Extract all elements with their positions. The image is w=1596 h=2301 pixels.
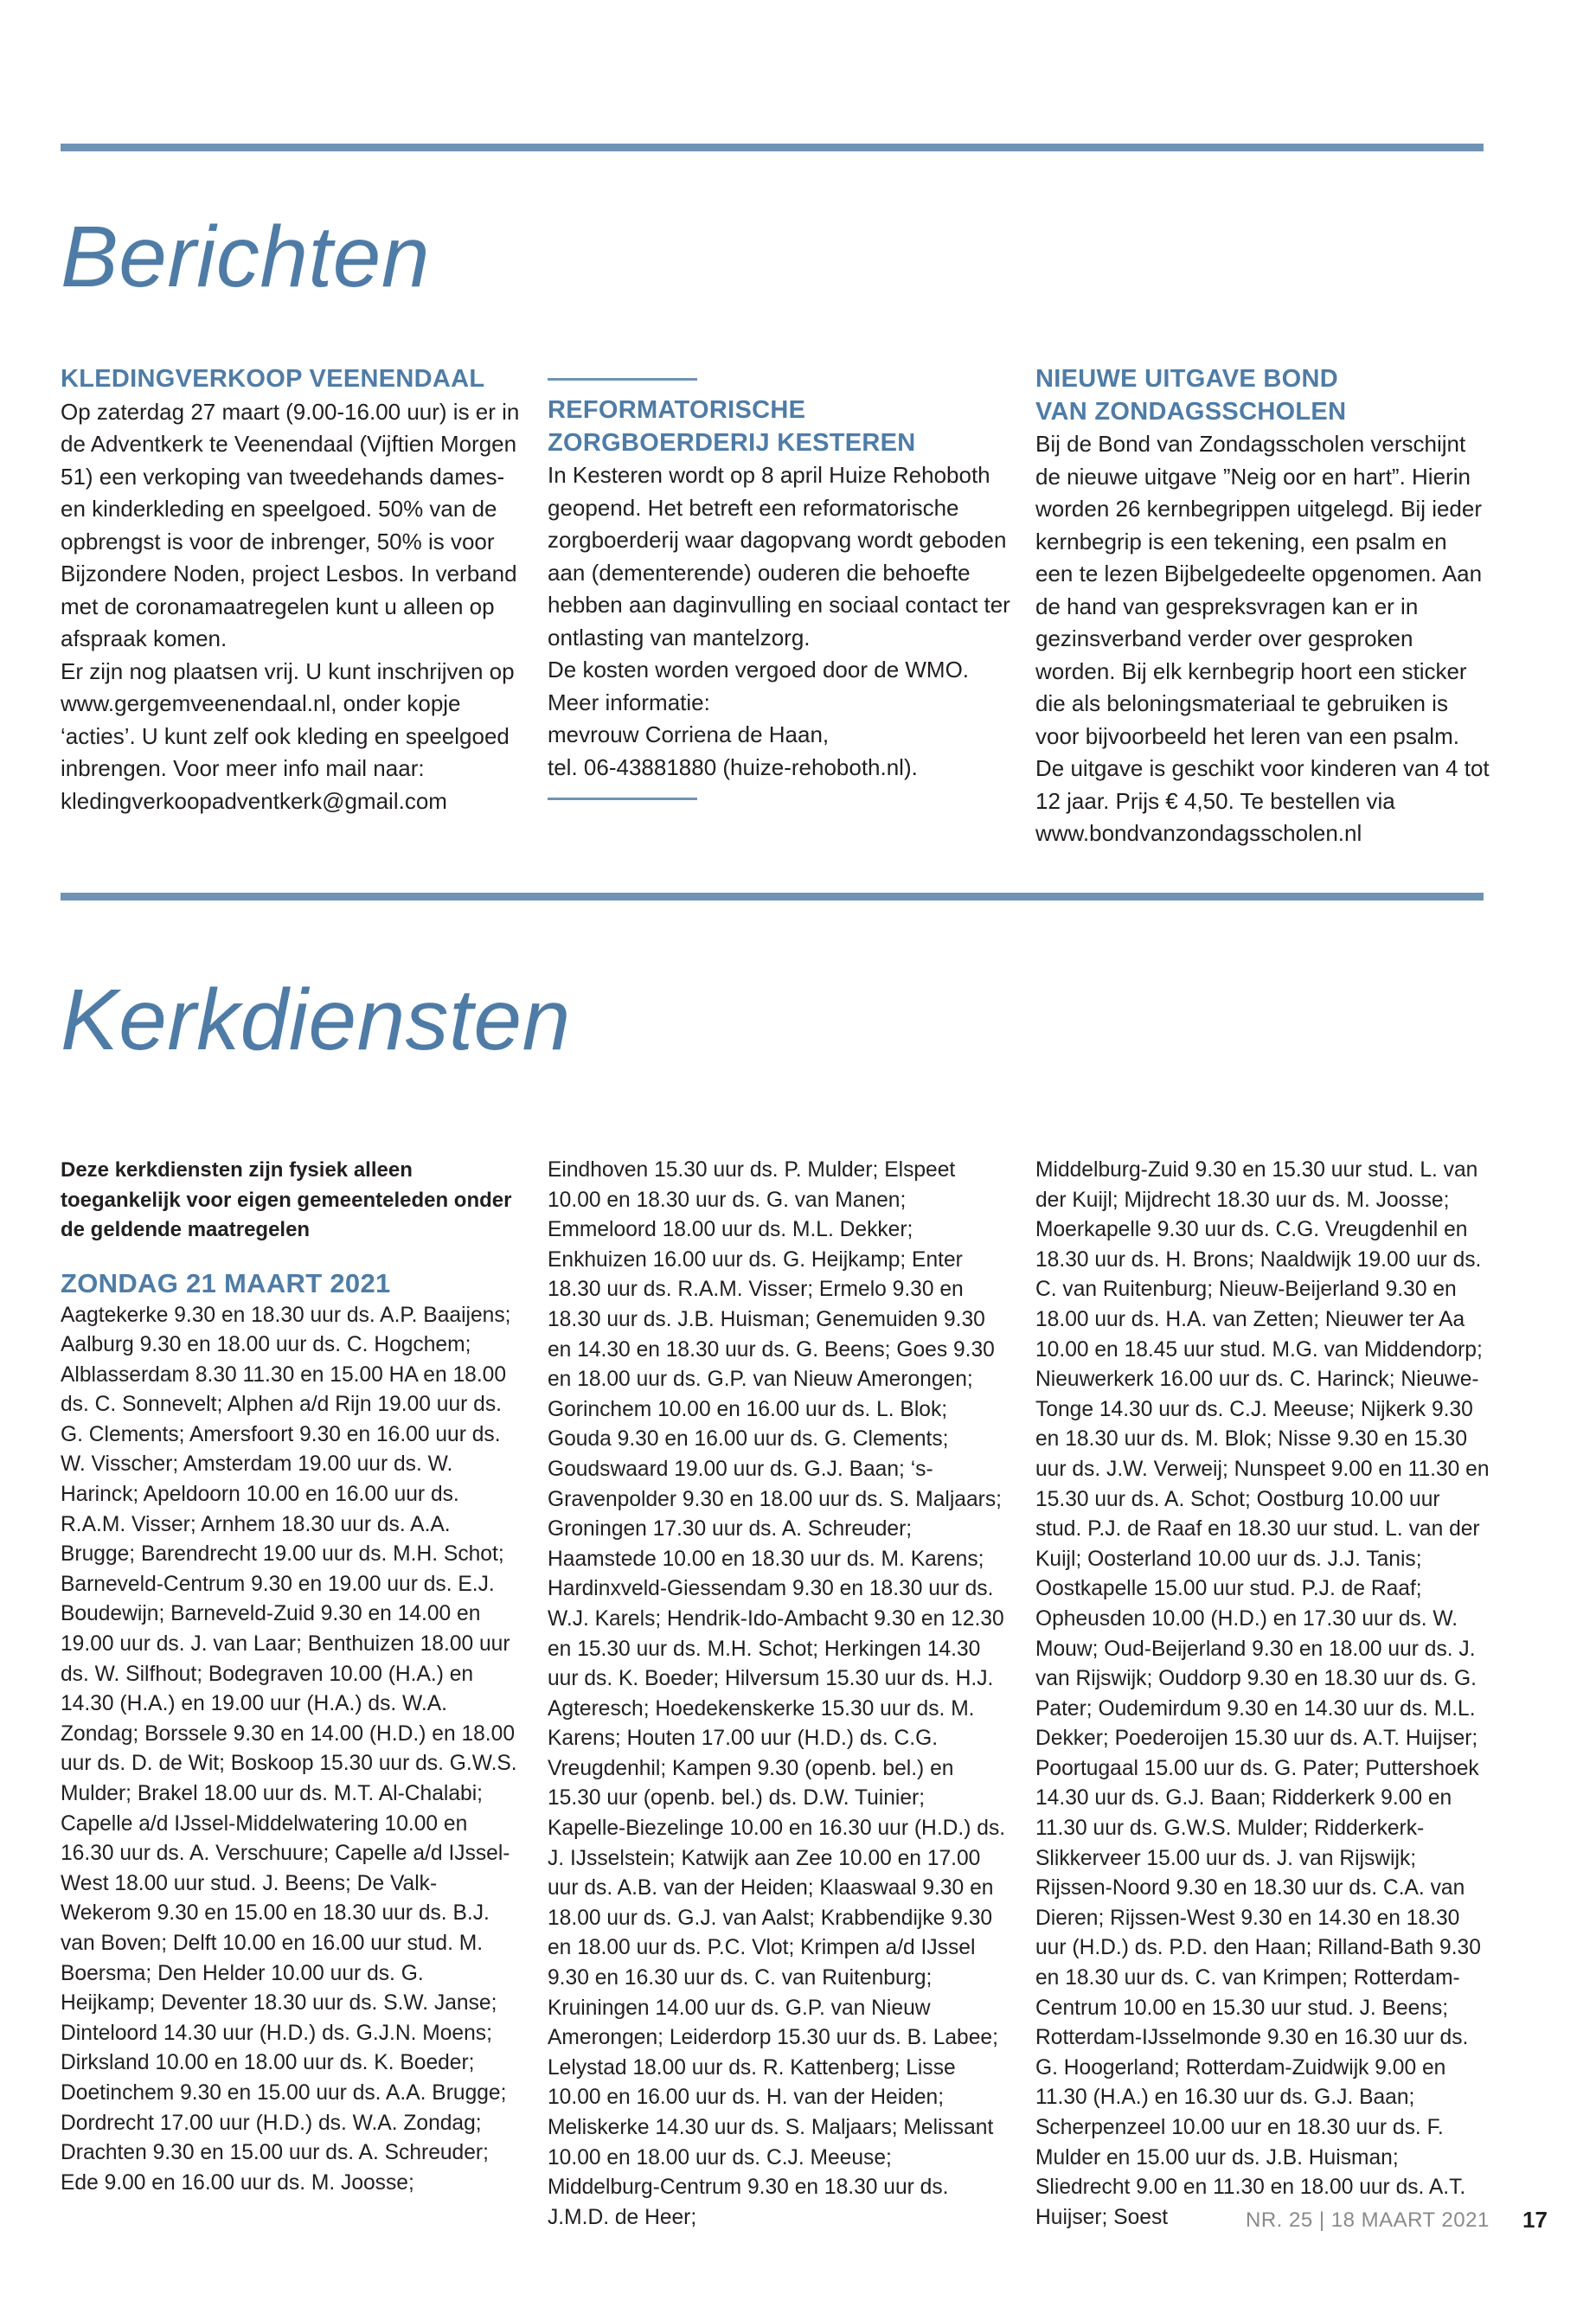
article-body: Op zaterdag 27 maart (9.00-16.00 uur) is er in de Adventkerk te Veenendaal (Vijftien Morgen 51) een verkoping van tweedehands dames- en kinderkleding en speelgoed. 50% van de opbrengst is voor de inbrenger, 50% is voor Bijzondere Noden, project Lesbos. In verband met de coronamaatregelen kunt u alleen op afspraak komen. Er zijn nog plaatsen vrij. U kunt inschrijven op www.gergemveenendaal.nl, onder kopje ‘acties’. U kunt zelf ook kleding en speelgoed inbrengen. Voor meer info mail naar: kledingverkoopadventkerk@gmail.com	[61, 398, 520, 814]
article-bond-zondagsscholen	[1035, 363, 1490, 850]
article-heading: NIEUWE UITGAVE BOND VAN ZONDAGSSCHOLEN	[1035, 365, 1347, 426]
article-divider-bottom	[548, 798, 697, 800]
article-zorgboerderij	[548, 378, 1010, 800]
services-date-heading: ZONDAG 21 MAART 2021	[61, 1267, 391, 1298]
section-title-berichten: Berichten	[61, 208, 430, 305]
article-body: In Kesteren wordt op 8 april Huize Rehoboth geopend. Het betreft een reformatorische zorgboerderij waar dagopvang wordt geboden aan (dementerende) ouderen die behoefte hebben aan daginvulling en sociaal contact ter ontlasting van mantelzorg. De kosten worden vergoed door de WMO. Meer informatie: mevrouw Corriena de Haan, tel. 06-43881880 (huize-rehoboth.nl).	[548, 462, 1010, 780]
services-intro: Deze kerkdiensten zijn fysiek alleen toegankelijk voor eigen gemeenteleden onder de geldende maatregelen	[61, 1158, 512, 1241]
services-column-1	[61, 1156, 519, 2198]
services-column-2	[548, 1156, 1006, 2233]
issue-info: NR. 25 | 18 MAART 2021	[1246, 2208, 1490, 2232]
article-kledingverkoop	[61, 363, 528, 817]
middle-rule	[61, 893, 1484, 901]
services-list: Middelburg-Zuid 9.30 en 15.30 uur stud. L. van der Kuijl; Mijdrecht 18.30 uur ds. M. Joosse; Moerkapelle 9.30 uur ds. C.G. Vreugdenhil en 18.30 uur ds. H. Brons; Naaldwijk 19.00 uur ds. C. van Ruitenburg; Nieuw-Beijerland 9.30 en 18.00 uur ds. H.A. van Zetten; Nieuwer ter Aa 10.00 en 18.45 uur stud. M.G. van Middendorp; Nieuwerkerk 16.00 uur ds. C. Harinck; Nieuwe-Tonge 14.30 uur ds. C.J. Meeuse; Nijkerk 9.30 en 18.30 uur ds. M. Blok; Nisse 9.30 en 15.30 uur ds. J.W. Verweij; Nunspeet 9.00 en 11.30 en 15.30 uur ds. A. Schot; Oostburg 10.00 uur stud. P.J. de Raaf en 18.30 uur stud. L. van der Kuijl; Oosterland 10.00 uur ds. J.J. Tanis; Oostkapelle 15.00 uur stud. P.J. de Raaf; Opheusden 10.00 (H.D.) en 17.30 uur ds. W. Mouw; Oud-Beijerland 9.30 en 18.00 uur ds. J. van Rijswijk; Ouddorp 9.30 en 18.30 uur ds. G. Pater; Oudemirdum 9.30 en 14.30 uur ds. M.L. Dekker; Poederoijen 15.30 uur ds. A.T. Huijser; Poortugaal 15.00 uur ds. G. Pater; Puttershoek 14.30 uur ds. G.J. Baan; Ridderkerk 9.00 en 11.30 uur ds. G.W.S. Mulder; Ridderkerk-Slikkerveer 15.00 uur ds. J. van Rijswijk; Rijssen-Noord 9.30 en 18.30 uur ds. C.A. van Dieren; Rijssen-West 9.30 en 14.30 en 18.30 uur (H.D.) ds. P.D. den Haan; Rilland-Bath 9.30 en 18.30 uur ds. C. van Krimpen; Rotterdam-Centrum 10.00 en 15.30 uur stud. J. Beens; Rotterdam-IJsselmonde 9.30 en 16.30 uur ds. G. Hoogerland; Rotterdam-Zuidwijk 9.00 en 11.30 (H.A.) en 16.30 uur ds. G.J. Baan; Scherpenzeel 10.00 uur en 18.30 uur ds. F. Mulder en 15.00 uur ds. J.B. Huisman; Sliedrecht 9.00 en 11.30 en 18.00 uur ds. A.T. Huijser; Soest	[1035, 1158, 1490, 2229]
services-list: Eindhoven 15.30 uur ds. P. Mulder; Elspeet 10.00 en 18.30 uur ds. G. van Manen; Emmeloord 18.00 uur ds. M.L. Dekker; Enkhuizen 16.00 uur ds. G. Heijkamp; Enter 18.30 uur ds. R.A.M. Visser; Ermelo 9.30 en 18.30 uur ds. J.B. Huisman; Genemuiden 9.30 en 14.30 en 18.30 uur ds. G. Beens; Goes 9.30 en 18.00 uur ds. G.P. van Nieuw Amerongen; Gorinchem 10.00 en 16.00 uur ds. L. Blok; Gouda 9.30 en 16.00 uur ds. G. Clements; Goudswaard 19.00 uur ds. G.J. Baan; ‘s-Gravenpolder 9.30 en 18.00 uur ds. S. Maljaars; Groningen 17.30 uur ds. A. Schreuder; Haamstede 10.00 en 18.30 uur ds. M. Karens; Hardinxveld-Giessendam 9.30 en 18.30 uur ds. W.J. Karels; Hendrik-Ido-Ambacht 9.30 en 12.30 en 15.30 uur ds. M.H. Schot; Herkingen 14.30 uur ds. K. Boeder; Hilversum 15.30 uur ds. H.J. Agteresch; Hoedekenskerke 15.30 uur ds. M. Karens; Houten 17.00 uur (H.D.) ds. C.G. Vreugdenhil; Kampen 9.30 (openb. bel.) en 15.30 uur (openb. bel.) ds. D.W. Tuinier; Kapelle-Biezelinge 10.00 en 16.30 uur (H.D.) ds. J. IJsselstein; Katwijk aan Zee 10.00 en 17.00 uur ds. A.B. van der Heiden; Klaaswaal 9.30 en 18.00 uur ds. G.J. van Aalst; Krabbendijke 9.30 en 18.00 uur ds. P.C. Vlot; Krimpen a/d IJssel 9.30 en 16.30 uur ds. C. van Ruitenburg; Kruiningen 14.00 uur ds. G.P. van Nieuw Amerongen; Leiderdorp 15.30 uur ds. B. Labee; Lelystad 18.00 uur ds. R. Kattenberg; Lisse 10.00 en 16.00 uur ds. H. van der Heiden; Meliskerke 14.30 uur ds. S. Maljaars; Melissant 10.00 en 18.00 uur ds. C.J. Meeuse; Middelburg-Centrum 9.30 en 18.30 uur ds. J.M.D. de Heer;	[548, 1158, 1006, 2229]
article-body: Bij de Bond van Zondagsscholen verschijnt de nieuwe uitgave ”Neig oor en hart”. Hierin worden 26 kernbegrippen uitgelegd. Bij ieder kernbegrip is een tekening, een psalm en een te lezen Bijbelgedeelte opgenomen. Aan de hand van gespreksvragen kan er in gezinsverband verder over gesproken worden. Bij elk kernbegrip hoort een sticker die als beloningsmateriaal te gebruiken is voor bijvoorbeeld het leren van een psalm. De uitgave is geschikt voor kinderen van 4 tot 12 jaar. Prijs € 4,50. Te bestellen via www.bondvanzondagsscholen.nl	[1035, 431, 1490, 846]
article-divider-top	[548, 378, 697, 381]
top-rule	[61, 144, 1484, 151]
article-heading: KLEDINGVERKOOP VEENENDAAL	[61, 365, 485, 393]
page-number: 17	[1522, 2207, 1548, 2233]
services-list: Aagtekerke 9.30 en 18.30 uur ds. A.P. Baaijens; Aalburg 9.30 en 18.00 uur ds. C. Hogchem; Alblasserdam 8.30 11.30 en 15.00 HA en 18.00 ds. C. Sonnevelt; Alphen a/d Rijn 19.00 uur ds. G. Clements; Amersfoort 9.30 en 16.00 uur ds. W. Visscher; Amsterdam 19.00 uur ds. W. Harinck; Apeldoorn 10.00 en 16.00 uur ds. R.A.M. Visser; Arnhem 18.30 uur ds. A.A. Brugge; Barendrecht 19.00 uur ds. M.H. Schot; Barneveld-Centrum 9.30 en 19.00 uur ds. E.J. Boudewijn; Barneveld-Zuid 9.30 en 14.00 en 19.00 uur ds. J. van Laar; Benthuizen 18.00 uur ds. W. Silfhout; Bodegraven 10.00 (H.A.) en 14.30 (H.A.) en 19.00 uur (H.A.) ds. W.A. Zondag; Borssele 9.30 en 14.00 (H.D.) en 18.00 uur ds. D. de Wit; Boskoop 15.30 uur ds. G.W.S. Mulder; Brakel 18.00 uur ds. M.T. Al-Chalabi; Capelle a/d IJssel-Middelwatering 10.00 en 16.30 uur ds. A. Verschuure; Capelle a/d IJssel-West 18.00 uur stud. J. Beens; De Valk-Wekerom 9.30 en 15.00 en 18.30 uur ds. B.J. van Boven; Delft 10.00 en 16.00 uur stud. M. Boersma; Den Helder 10.00 uur ds. G. Heijkamp; Deventer 18.30 uur ds. S.W. Janse; Dinteloord 14.30 uur (H.D.) ds. G.J.N. Moens; Dirksland 10.00 en 18.00 uur ds. K. Boeder; Doetinchem 9.30 en 15.00 uur ds. A.A. Brugge; Dordrecht 17.00 uur (H.D.) ds. W.A. Zondag; Drachten 9.30 en 15.00 uur ds. A. Schreuder; Ede 9.00 en 16.00 uur ds. M. Joosse;	[61, 1303, 517, 2195]
services-column-3	[1035, 1156, 1490, 2233]
section-title-kerkdiensten: Kerkdiensten	[61, 971, 571, 1068]
article-heading: REFORMATORISCHE ZORGBOERDERIJ KESTEREN	[548, 396, 916, 457]
